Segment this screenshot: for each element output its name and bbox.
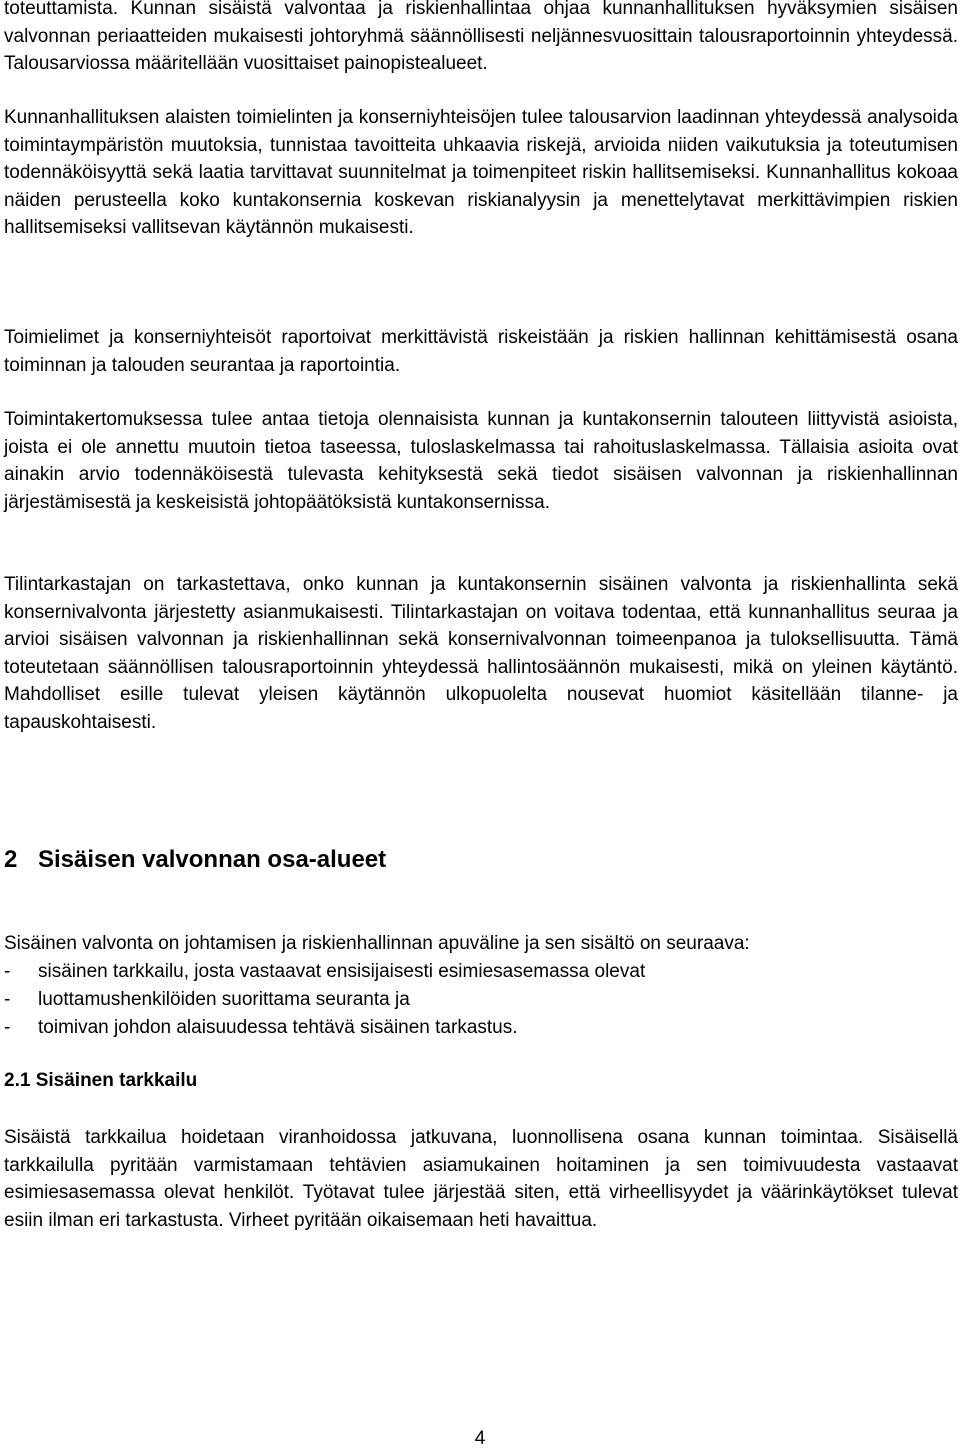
paragraph-auditor: Tilintarkastajan on tarkastettava, onko kunnan ja kuntakonsernin sisäinen valvonta ja riskienhallinta sekä konsernivalvonta järjestetty asianmukaisesti. Tilintarkastajan on voitava todentaa, että kunnanhallitus seuraa ja arvioi sisäisen valvonnan ja riskienhallinnan sekä konsernivalvonnan toimeenpanoa ja tuloksellisuutta. Tämä toteutetaan säännöllisen talousraportoinnin yhteydessä hallintosäännön mukaisesti, mikä on yleinen käytäntö. Mahdolliset esille tulevat yleisen käytännön ulkopuolelta nousevat huomiot käsitellään tilanne- ja tapauskohtaisesti. <box>4 574 958 733</box>
control-areas-list <box>4 958 958 1041</box>
page-number: 4 <box>474 1428 486 1449</box>
section-intro: Sisäinen valvonta on johtamisen ja riskienhallinnan apuväline ja sen sisältö on seuraava: <box>4 933 750 954</box>
section-number: 2 <box>4 846 18 873</box>
subsection-heading <box>4 1067 197 1095</box>
paragraph-reporting: Toimielimet ja konserniyhteisöt raportoivat merkittävistä riskeistään ja riskien hallinnan kehittämisestä osana toiminnan ja talouden seurantaa ja raportointia. <box>4 327 958 376</box>
list-bullet: - <box>4 1016 11 1038</box>
section-title: Sisäisen valvonnan osa-alueet <box>38 846 387 873</box>
subsection-title: Sisäinen tarkkailu <box>35 1070 198 1091</box>
paragraph-internal-monitoring: Sisäistä tarkkailua hoidetaan viranhoidossa jatkuvana, luonnollisena osana kunnan toimintaa. Sisäisellä tarkkailulla pyritään varmistamaan tehtävien asiamukainen hoitaminen ja sen toimivuudesta vastaavat esimiesasemassa olevat henkilöt. Työtavat tulee järjestää siten, että virheellisyydet ja väärinkäytökset tulevat esiin ilman eri tarkastusta. Virheet pyritään oikaisemaan heti havaittua. <box>4 1127 958 1231</box>
list-bullet: - <box>4 961 11 982</box>
list-bullet: - <box>4 988 11 1010</box>
paragraph-risk-analysis: Kunnanhallituksen alaisten toimielinten ja konserniyhteisöjen tulee talousarvion laadinnan yhteydessä analysoida toimintaympäristön muutoksia, tunnistaa tavoitteita uhkaavia riskejä, arvioida niiden vaikutuksia ja toteutumisen todennäköisyyttä sekä laatia tarvittavat suunnitelmat ja toimenpiteet riskin hallitsemiseksi. Kunnanhallitus kokoaa näiden perusteella koko kuntakonsernia koskevan riskianalyysin ja menettelytavat merkittävimpien riskien hallitsemiseksi vallitsevan käytännön mukaisesti. <box>4 107 958 239</box>
paragraph-internal-control-intro: toteuttamista. Kunnan sisäistä valvontaa ja riskienhallintaa ohjaa kunnanhallituksen hyväksymien sisäisen valvonnan periaatteiden mukaisesti johtoryhmä säännöllisesti neljännesvuosittain talousraportoinnin yhteydessä. Talousarviossa määritellään vuosittaiset painopistealueet. <box>4 0 958 75</box>
subsection-number: 2.1 <box>4 1070 31 1091</box>
list-item: - sisäinen tarkkailu, josta vastaavat ensisijaisesti esimiesasemassa olevat <box>4 958 958 986</box>
list-item: - toimivan johdon alaisuudessa tehtävä sisäinen tarkastus. <box>4 1014 958 1042</box>
list-item: - luottamushenkilöiden suorittama seuranta ja <box>4 986 958 1014</box>
paragraph-annual-report: Toimintakertomuksessa tulee antaa tietoja olennaisista kunnan ja kuntakonsernin talouteen liittyvistä asioista, joista ei ole annettu muutoin tietoa taseessa, tuloslaskelmassa tai rahoituslaskelmassa. Tällaisia asioita ovat ainakin arvio todennäköisestä tulevasta kehityksestä sekä tiedot sisäisen valvonnan ja riskienhallinnan järjestämisestä ja keskeisistä johtopäätöksistä kuntakonsernissa. <box>4 409 958 513</box>
section-heading <box>4 844 386 876</box>
